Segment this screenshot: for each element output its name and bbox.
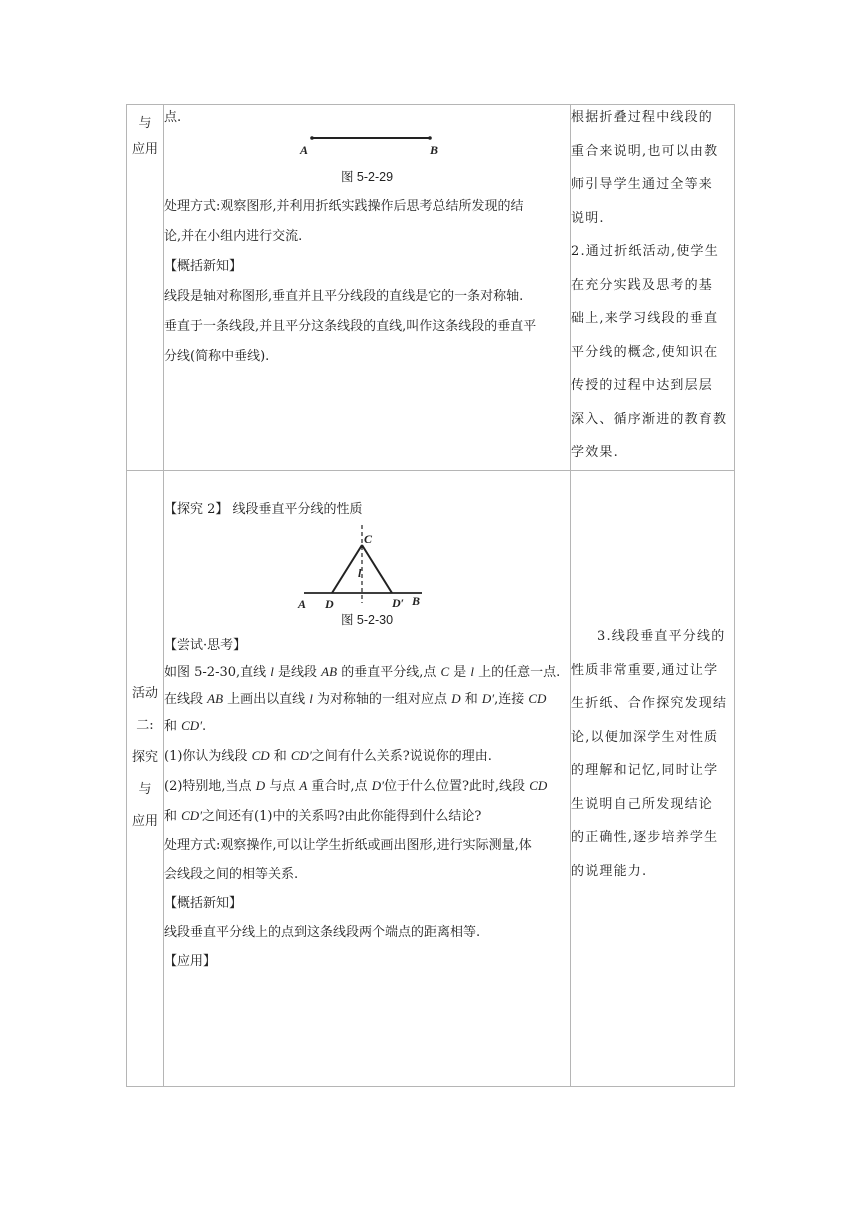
row1-text-line: 处理方式:观察图形,并利用折纸实践操作后思考总结所发现的结 bbox=[164, 199, 524, 214]
note-line: 的正确性,逐步培养学生 bbox=[571, 830, 719, 845]
row1-label-line: 与 bbox=[138, 116, 152, 131]
problem-line: 在线段 AB 上画出以直线 l 为对称轴的一组对应点 D 和 D′,连接 CD bbox=[164, 690, 547, 707]
segment-cd-prime bbox=[362, 545, 392, 593]
label-a: A bbox=[298, 596, 307, 609]
label-l: l bbox=[358, 565, 362, 580]
row2-notes-cell bbox=[571, 470, 735, 1086]
row2-content-cell bbox=[164, 470, 571, 1086]
figure-5-2-30 bbox=[292, 523, 442, 609]
row1-text-line: 论,并在小组内进行交流. bbox=[164, 229, 303, 244]
label-b: B bbox=[430, 143, 439, 157]
row1-text-line: 线段是轴对称图形,垂直并且平分线段的直线是它的一条对称轴. bbox=[164, 289, 524, 304]
figure-caption: 图 5-2-30 bbox=[340, 612, 394, 627]
point-b bbox=[428, 136, 432, 140]
note-line: 础上,来学习线段的垂直 bbox=[571, 311, 719, 326]
row2-label-line: 应用 bbox=[131, 814, 158, 829]
note-line: 根据折叠过程中线段的 bbox=[571, 110, 714, 125]
row1-label-cell bbox=[127, 105, 164, 471]
lesson-table bbox=[126, 104, 735, 1087]
method-line: 会线段之间的相等关系. bbox=[164, 866, 299, 882]
row1-notes-cell bbox=[571, 105, 735, 471]
section-heading: 【尝试·思考】 bbox=[164, 637, 247, 653]
note-line: 在充分实践及思考的基 bbox=[571, 277, 714, 293]
row2-label-cell bbox=[127, 470, 164, 1086]
row-activity-1 bbox=[127, 105, 735, 471]
section-heading: 【应用】 bbox=[164, 953, 217, 969]
section-heading: 【概括新知】 bbox=[164, 259, 243, 274]
note-line: 深入、循序渐进的教育教 bbox=[571, 411, 728, 427]
problem-line: 如图 5-2-30,直线 l 是线段 AB 的垂直平分线,点 C 是 l 上的任意一点. bbox=[164, 663, 561, 680]
row2-label-line: 探究 bbox=[131, 750, 158, 765]
label-c: C bbox=[364, 531, 373, 546]
figure-5-2-29 bbox=[282, 131, 452, 161]
row2-label-line: 二: bbox=[136, 718, 154, 733]
label-a: A bbox=[300, 143, 309, 157]
note-line: 师引导学生通过全等来 bbox=[571, 177, 714, 192]
note-line: 重合来说明,也可以由教 bbox=[571, 143, 719, 159]
summary-text: 线段垂直平分线上的点到这条线段两个端点的距离相等. bbox=[164, 924, 481, 940]
row-activity-2 bbox=[127, 470, 735, 1086]
question-1: (1)你认为线段 CD 和 CD′之间有什么关系?说说你的理由. bbox=[164, 747, 492, 764]
note-line: 说明. bbox=[571, 210, 605, 226]
note-line: 传授的过程中达到层层 bbox=[571, 378, 714, 393]
note-line: 的理解和记忆,同时让学 bbox=[571, 763, 719, 778]
section-heading: 【概括新知】 bbox=[164, 895, 243, 911]
note-line: 平分线的概念,使知识在 bbox=[571, 344, 719, 360]
note-line: 生说明自己所发现结论 bbox=[571, 796, 714, 812]
figure-caption: 图 5-2-29 bbox=[340, 170, 394, 184]
question-2-cont: 和 CD′之间还有(1)中的关系吗?由此你能得到什么结论? bbox=[164, 807, 482, 824]
row1-label-line: 应用 bbox=[131, 142, 158, 157]
label-d: D bbox=[325, 596, 334, 609]
note-line: 生折纸、合作探究发现结 bbox=[571, 696, 728, 711]
problem-line: 和 CD′. bbox=[164, 717, 207, 734]
question-2: (2)特别地,当点 D 与点 A 重合时,点 D′位于什么位置?此时,线段 CD bbox=[164, 777, 548, 794]
note-line: 学效果. bbox=[571, 445, 619, 460]
row1-text-line: 点. bbox=[164, 110, 182, 125]
point-a bbox=[310, 136, 314, 140]
note-line: 3.线段垂直平分线的 bbox=[597, 629, 726, 644]
note-line: 性质非常重要,通过让学 bbox=[571, 662, 719, 678]
label-d-prime: D′ bbox=[392, 595, 405, 609]
label-b: B bbox=[412, 593, 421, 608]
method-line: 处理方式:观察操作,可以让学生折纸或画出图形,进行实际测量,体 bbox=[164, 837, 532, 853]
row2-label-line: 与 bbox=[138, 782, 152, 797]
row1-content-cell bbox=[164, 105, 571, 471]
row1-text-line: 垂直于一条线段,并且平分这条线段的直线,叫作这条线段的垂直平 bbox=[164, 319, 537, 334]
row1-text-line: 分线(简称中垂线). bbox=[164, 349, 270, 364]
note-line: 论,以便加深学生对性质 bbox=[571, 729, 719, 745]
row2-label-line: 活动 bbox=[131, 686, 158, 701]
note-line: 2.通过折纸活动,使学生 bbox=[571, 244, 719, 259]
note-line: 的说理能力. bbox=[571, 863, 648, 879]
explore-heading: 【探究 2】 线段垂直平分线的性质 bbox=[164, 501, 363, 517]
